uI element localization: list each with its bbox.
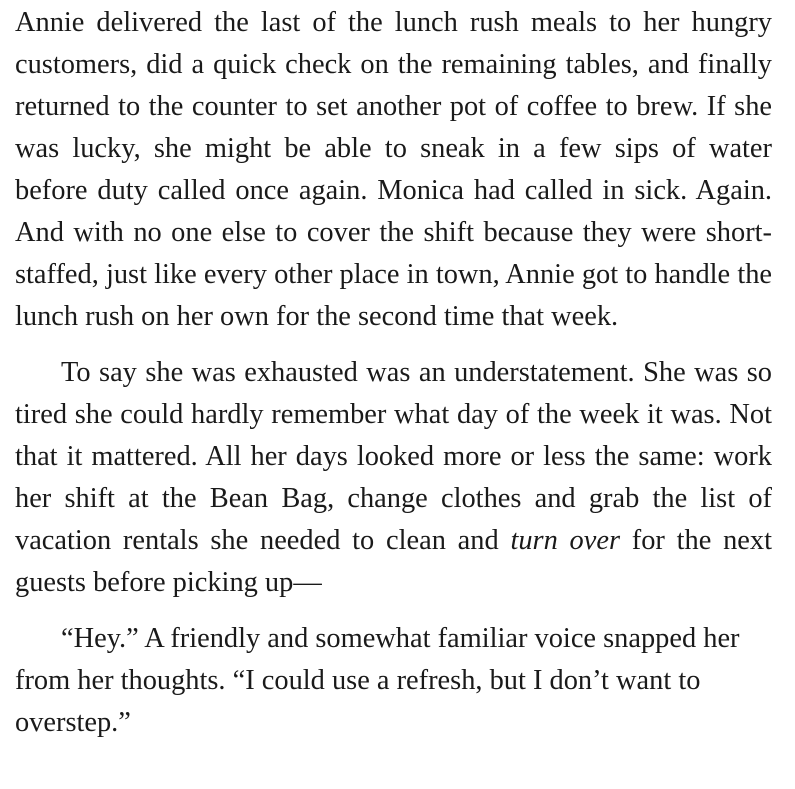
paragraph-2-text-end: for the next guests before picking up— bbox=[15, 525, 772, 598]
paragraph-2-italic-phrase: turn over bbox=[510, 525, 620, 556]
paragraph-2 bbox=[15, 352, 772, 604]
paragraph-3: “Hey.” A friendly and somewhat familiar voice snapped her from her thoughts. “I could use a refresh, but I don’t want to overstep.” bbox=[15, 623, 740, 738]
paragraph-2-text-start: To say she was exhausted was an understatement. She was so tired she could hardly remember what day of the week it was. Not that it mattered. All her days looked more or less the same: work her shift at the Bean Bag, change clothes and grab the list of vacation rentals she needed to clean and bbox=[15, 357, 772, 556]
paragraph-1: Annie delivered the last of the lunch rush meals to her hungry customers, did a quick check on the remaining tables, and finally returned to the counter to set another pot of coffee to brew. If she was lucky, she might be able to sneak in a few sips of water before duty called once again. Monica had called in sick. Again. And with no one else to cover the shift because they were short-staffed, just like every other place in town, Annie got to handle the lunch rush on her own for the second time that week. bbox=[15, 7, 772, 332]
